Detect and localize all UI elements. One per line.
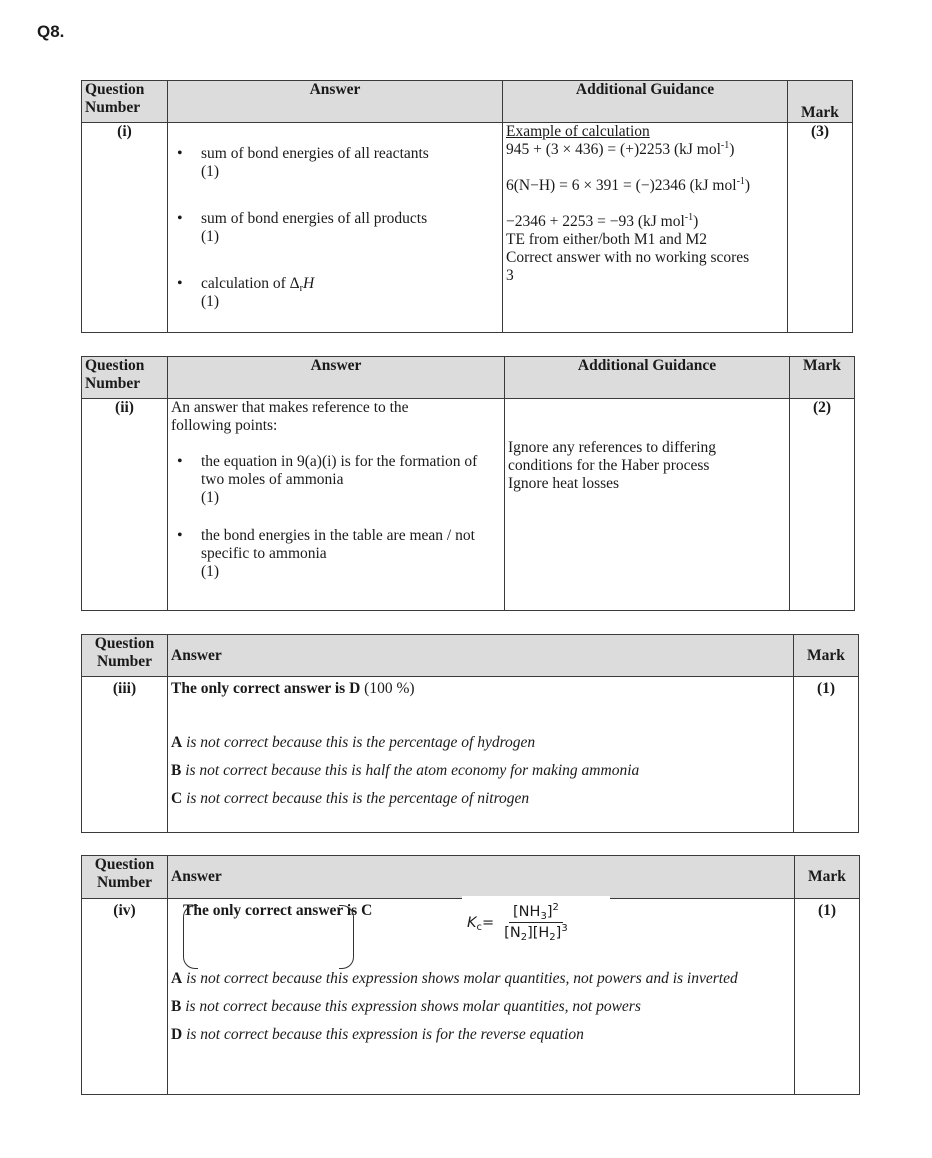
- correct-answer: The only correct answer is D (100 %): [171, 680, 415, 697]
- mark-value: (1): [795, 899, 860, 1095]
- guidance-line: Ignore heat losses: [508, 475, 620, 492]
- guidance-cell: [503, 123, 788, 333]
- question-number: (iii): [82, 677, 168, 833]
- header-additional-guidance: Additional Guidance: [505, 357, 790, 399]
- answer-intro: An answer that makes reference to the following points:: [171, 399, 409, 434]
- incorrect-reason: B is not correct because this is half the atom economy for making ammonia: [171, 762, 640, 779]
- mark-scheme-table-iii: [81, 634, 859, 833]
- guidance-line: 945 + (3 × 436) = (+)2253 (kJ mol$^{-1}$): [506, 140, 735, 158]
- guidance-line: Ignore any references to differing conditions for the Haber process: [508, 439, 717, 474]
- header-question-number: Question Number: [82, 357, 168, 399]
- kc-equals: =: [482, 914, 495, 931]
- question-number: (iv): [82, 899, 168, 1095]
- question-number: (i): [82, 123, 168, 333]
- answer-point: • the equation in 9(a)(i) is for the formation of two moles of ammonia (1): [171, 453, 501, 507]
- guidance-line: Correct answer with no working scores 3: [506, 249, 750, 284]
- kc-symbol: $K_c$: [467, 914, 483, 933]
- mark-scheme-table-ii: [81, 356, 855, 611]
- equation-image-patch: [462, 896, 610, 899]
- header-mark: Mark: [788, 81, 853, 123]
- header-question-number: Question Number: [82, 635, 168, 677]
- header-question-number: Question Number: [82, 856, 168, 899]
- incorrect-reason: A is not correct because this is the percentage of hydrogen: [171, 734, 536, 751]
- header-answer: Answer: [168, 357, 505, 399]
- header-additional-guidance: Additional Guidance: [503, 81, 788, 123]
- question-title: Q8.: [37, 22, 65, 41]
- guidance-cell: [505, 399, 790, 611]
- header-mark: Mark: [790, 357, 855, 399]
- answer-point: • calculation of $\Delta_rH$ (1): [171, 275, 499, 311]
- kc-fraction: [500, 904, 572, 941]
- mark-scheme-table-iv: [81, 855, 860, 1095]
- incorrect-reason: A is not correct because this expression shows molar quantities, not powers and is inverted: [171, 970, 738, 987]
- correct-answer: The only correct answer is C: [183, 902, 373, 919]
- kc-denominator: $[N_2][H_2]^3$: [504, 923, 568, 943]
- guidance-line: TE from either/both M1 and M2: [506, 231, 708, 248]
- header-question-number: Question Number: [82, 81, 168, 123]
- incorrect-reason: C is not correct because this is the percentage of nitrogen: [171, 790, 530, 807]
- answer-point: • the bond energies in the table are mean / not specific to ammonia (1): [171, 527, 501, 581]
- mark-value: (1): [794, 677, 859, 833]
- guidance-heading: Example of calculation: [506, 123, 650, 140]
- header-answer: Answer: [168, 635, 794, 677]
- answer-cell: [168, 399, 505, 611]
- right-bracket-shape: [339, 905, 354, 969]
- incorrect-reason: B is not correct because this expression shows molar quantities, not powers: [171, 998, 641, 1015]
- header-mark: Mark: [794, 635, 859, 677]
- kc-numerator: $[NH_3]^2$: [509, 904, 563, 923]
- header-answer: Answer: [168, 856, 795, 899]
- answer-cell: [168, 123, 503, 333]
- question-number: (ii): [82, 399, 168, 611]
- kc-equation: [467, 904, 572, 941]
- mark-value: (2): [790, 399, 855, 611]
- mark-scheme-table-i: [81, 80, 853, 333]
- guidance-line: −2346 + 2253 = −93 (kJ mol$^{-1}$): [506, 212, 699, 230]
- answer-point: • sum of bond energies of all products (1): [171, 210, 499, 246]
- answer-point: • sum of bond energies of all reactants (1): [171, 145, 499, 181]
- header-mark: Mark: [795, 856, 860, 899]
- guidance-line: 6(N−H) = 6 × 391 = (−)2346 (kJ mol$^{-1}$): [506, 176, 751, 194]
- left-bracket-shape: [183, 905, 198, 969]
- header-answer: Answer: [168, 81, 503, 123]
- incorrect-reason: D is not correct because this expression is for the reverse equation: [171, 1026, 584, 1043]
- mark-value: (3): [788, 123, 853, 333]
- answer-cell: [168, 677, 794, 833]
